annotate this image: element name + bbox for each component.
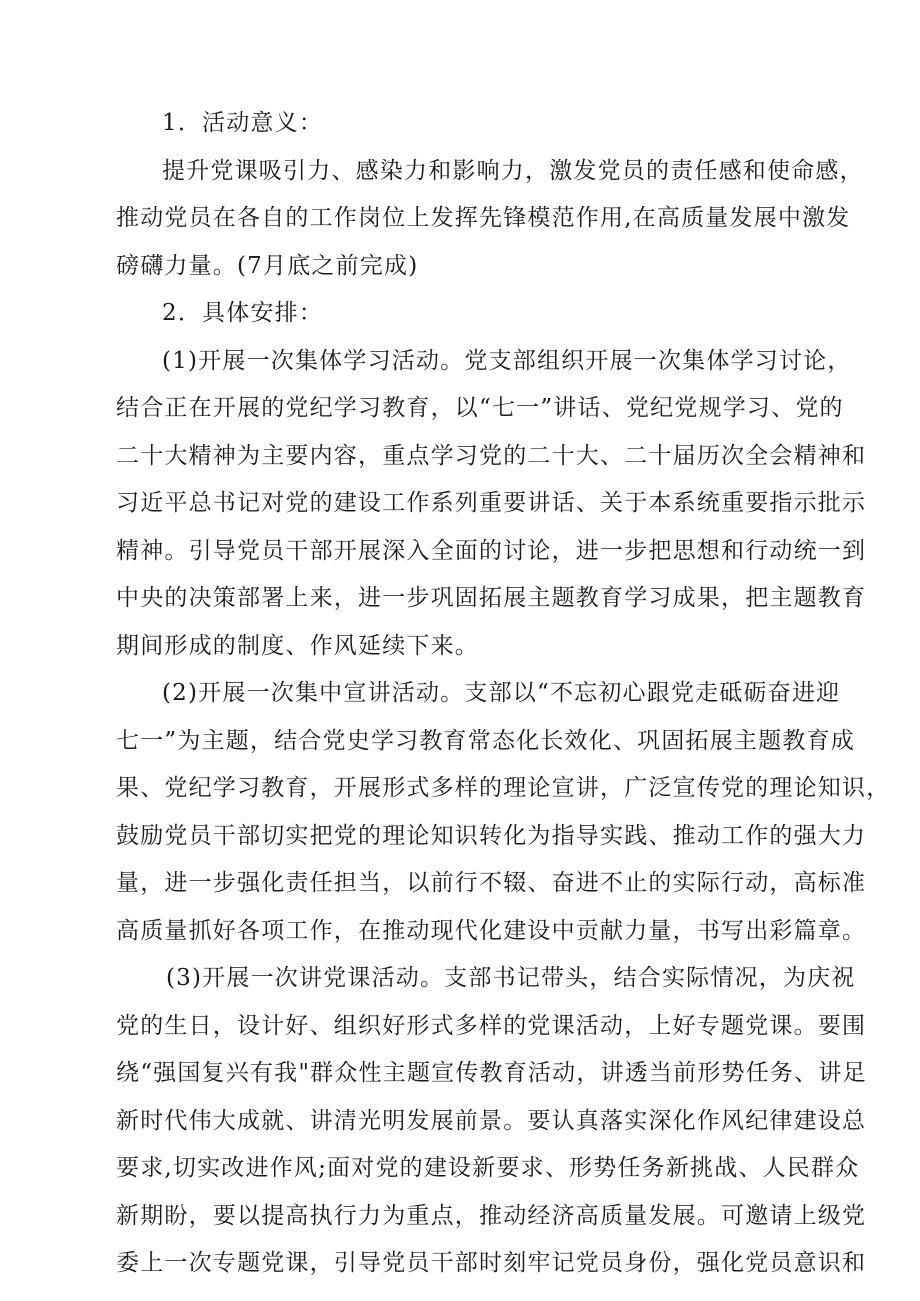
paragraph-line: (1)开展一次集体学习活动。党支部组织开展一次集体学习讨论， xyxy=(162,347,852,374)
paragraph-line: 鼓励党员干部切实把党的理论知识转化为指导实践、推动工作的强大力 xyxy=(116,822,867,849)
paragraph-line: (3)开展一次讲党课活动。支部书记带头，结合实际情况，为庆祝 xyxy=(166,965,856,991)
document-body xyxy=(116,100,891,1288)
paragraph-activity-significance xyxy=(116,148,864,291)
paragraph-line: 高质量抓好各项工作，在推动现代化建设中贡献力量，书写出彩篇章。 xyxy=(116,917,867,944)
paragraph-lecture-campaign xyxy=(116,670,891,955)
paragraph-line: 委上一次专题党课，引导党员干部时刻牢记党员身份，强化党员意识和 xyxy=(116,1250,867,1276)
paragraph-line: 量，进一步强化责任担当，以前行不辍、奋进不止的实际行动，高标准 xyxy=(116,870,867,896)
paragraph-line: 绕“强国复兴有我"群众性主题宣传教育活动，讲透当前形势任务、讲足 xyxy=(116,1060,867,1086)
paragraph-collective-study xyxy=(116,338,867,671)
paragraph-line: 推动党员在各自的工作岗位上发挥先锋模范作用,在高质量发展中激发 xyxy=(116,205,851,231)
paragraph-line: 精神。引导党员干部开展深入全面的讨论，进一步把思想和行动统一到 xyxy=(116,537,867,564)
section-heading-1: 1．活动意义： xyxy=(162,110,324,136)
paragraph-line: 要求,切实改进作风;面对党的建设新要求、形势任务新挑战、人民群众 xyxy=(116,1155,860,1181)
paragraph-line: 结合正在开展的党纪学习教育，以“七一”讲话、党纪党规学习、党的 xyxy=(116,395,844,421)
paragraph-line: 新期盼，要以提高执行力为重点，推动经济高质量发展。可邀请上级党 xyxy=(116,1202,867,1229)
paragraph-party-lesson xyxy=(116,955,867,1288)
paragraph-line: (2)开展一次集中宣讲活动。支部以“不忘初心跟党走砥砺奋进迎 xyxy=(162,680,841,706)
paragraph-line: 党的生日，设计好、组织好形式多样的党课活动，上好专题党课。要围 xyxy=(116,1012,867,1039)
paragraph-line: 提升党课吸引力、感染力和影响力，激发党员的责任感和使命感， xyxy=(162,157,864,184)
paragraph-line: 果、党纪学习教育，开展形式多样的理论宣讲，广泛宣传党的理论知识， xyxy=(116,775,891,801)
paragraph-line: 七一”为主题，结合党史学习教育常态化长效化、巩固拓展主题教育成 xyxy=(116,727,855,754)
paragraph-line: 磅礴力量。(7月底之前完成) xyxy=(116,252,419,279)
paragraph-line: 期间形成的制度、作风延续下来。 xyxy=(116,632,479,659)
paragraph-line: 新时代伟大成就、讲清光明发展前景。要认真落实深化作风纪律建设总 xyxy=(116,1107,867,1134)
paragraph-line: 中央的决策部署上来，进一步巩固拓展主题教育学习成果，把主题教育 xyxy=(116,585,867,611)
paragraph-line: 二十大精神为主要内容，重点学习党的二十大、二十届历次全会精神和 xyxy=(116,442,867,469)
section-heading-2: 2．具体安排： xyxy=(162,300,324,326)
paragraph-line: 习近平总书记对党的建设工作系列重要讲话、关于本系统重要指示批示 xyxy=(116,490,867,516)
